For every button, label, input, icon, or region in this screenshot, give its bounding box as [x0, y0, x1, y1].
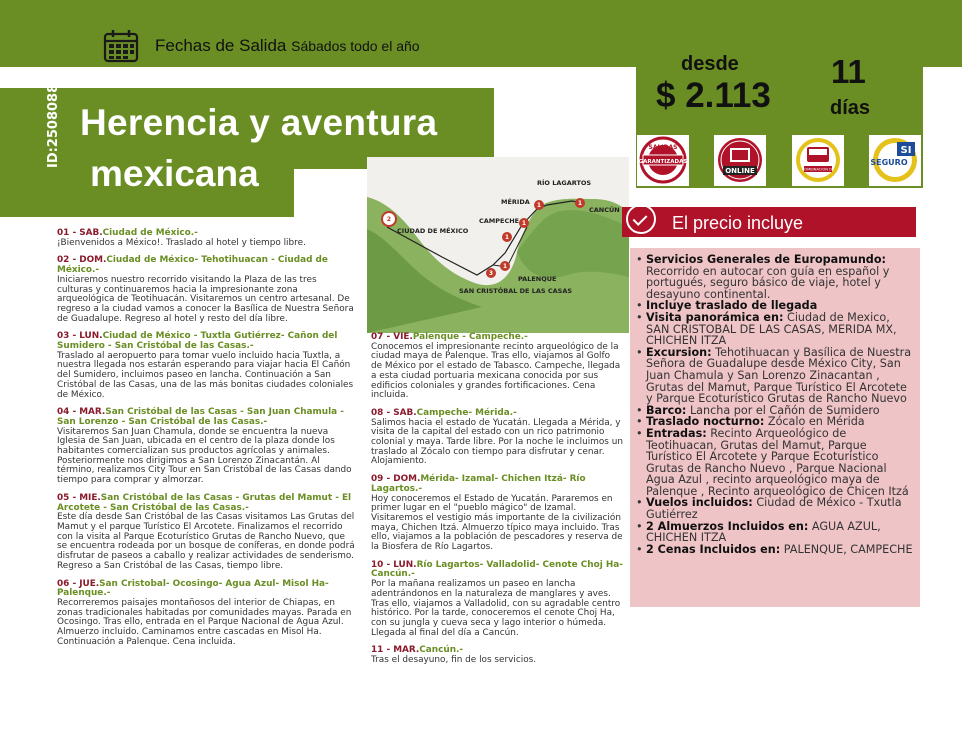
map-label-san-cristobal: SAN CRISTÓBAL DE LAS CASAS — [459, 287, 573, 295]
itinerary-day-heading — [57, 332, 355, 351]
itinerary-day-number: 10 - LUN. — [371, 559, 417, 570]
svg-text:1: 1 — [577, 200, 583, 207]
tour-title-line2: mexicana — [90, 153, 259, 194]
svg-text:1: 1 — [504, 234, 510, 241]
itinerary-day-number: 05 - MIE. — [57, 492, 101, 503]
precio-incluye-item-label: Traslado nocturno: — [646, 415, 765, 429]
precio-incluye-item — [634, 428, 914, 498]
precio-incluye-item-label: Incluye traslado de llegada — [646, 299, 818, 313]
itinerary-day-text: Este día desde San Cristóbal de las Casas visitamos Las Grutas del Mamut y el parque Turístico El Arcotete. Finalizamos el recorrido con la visita al Parque Ecoturístico Grutas de Rancho Nuevo, que se encuentra rodeada por un bosque de coníferas, en donde podrá disfrutar de paseos a caballo y realizar actividades de senderismo. Regreso a San Cristóbal de las Casas, tiempo libre. — [57, 512, 355, 571]
disponibilidad-online-badge — [714, 135, 766, 186]
itinerary-day-text: Tras el desayuno, fin de los servicios. — [371, 655, 537, 666]
itinerary-day — [57, 256, 355, 324]
itinerary-day-heading — [57, 408, 355, 427]
itinerary-day-text: Hoy conoceremos el Estado de Yucatán. Pararemos en primer lugar en el "pueblo mágico" de Izamal. Visitaremos el vestigio más importante de la civilización maya, Chichen Itzá. Almuerzo típico maya incluido. Tras ello, viajamos a la población de pescadores y reserva de la Biosfera de Río Lagartos. — [371, 493, 623, 553]
svg-text:SALIDAS: SALIDAS — [648, 144, 678, 151]
precio-incluye-item — [634, 254, 914, 300]
itinerary-day-number: 06 - JUE. — [57, 578, 100, 589]
price-amount: $ 2.113 — [656, 76, 771, 115]
precio-incluye-item-label: Visita panorámica en: — [646, 310, 784, 324]
itinerary-day — [371, 561, 623, 639]
itinerary-day — [57, 494, 355, 572]
itinerary-day-title: Ciudad de México - Tuxtla Gutiérrez- Cañon del Sumidero - San Cristóbal de las Casas.- — [57, 331, 338, 352]
itinerary-day-title: Palenque - Campeche.- — [412, 332, 528, 342]
fechas-value: Sábados todo el año — [291, 38, 420, 54]
precio-incluye-item — [634, 347, 914, 405]
route-map — [367, 157, 629, 333]
itinerary-day-title: Ciudad de México- Tehotihuacan - Ciudad de México.- — [57, 255, 328, 276]
svg-text:SI: SI — [900, 145, 912, 156]
itinerary-day-number: 01 - SAB. — [57, 228, 103, 238]
itinerary-day-text: ¡Bienvenidos a México!. Traslado al hotel y tiempo libre. — [57, 237, 306, 248]
itinerary-day — [57, 332, 355, 400]
precio-incluye-item-label: Vuelos incluidos: — [646, 496, 753, 510]
precio-incluye-item-label: 2 Almuerzos Incluidos en: — [646, 519, 809, 533]
calendar-icon — [103, 29, 139, 63]
itinerary-day-text: Visitaremos San Juan Chamula, donde se encuentra la nueva Iglesia de San Juan, ubicada en el centro de la plaza donde los habitantes comercializan sus productos agrícolas y animales. Posteriormente nos dirigimos a San Lorenzo Zinacantán. Al término, realizamos City Tour en San Cristóbal de las Casas dando tiempo para comprar y almorzar. — [57, 426, 352, 486]
precio-incluye-item-text: Tehotihuacan y Basílica de Nuestra Señora de Guadalupe desde México City, San Juan Chamula y San Lorenzo Zinacantan , Grutas del Mamut, Parque Turístico El Arcotete y Parque Ecoturístico Grutas de Rancho Nuevo — [646, 345, 912, 406]
salidas-garantizadas-badge — [637, 135, 689, 186]
itinerary-day-number: 07 - VIE. — [371, 332, 413, 342]
tour-id: ID:2508088 — [46, 83, 61, 168]
itinerary-day-title: San Cristobal- Ocosingo- Agua Azul- Misol Ha- Palenque.- — [57, 578, 329, 599]
map-label-rio-lagartos: RÍO LAGARTOS — [537, 179, 592, 187]
svg-text:1: 1 — [536, 202, 542, 209]
combinacion-buses-badge — [792, 135, 844, 186]
desde-label: desde — [681, 53, 739, 75]
header-bar — [0, 0, 962, 67]
precio-incluye-item — [634, 312, 914, 347]
itinerary-day — [371, 333, 623, 401]
precio-incluye-item-text: Ciudad de México - Txutla Gutiérrez — [646, 496, 902, 522]
itinerary-day — [57, 408, 355, 486]
precio-incluye-item-text: Zócalo en Mérida — [764, 415, 865, 429]
itinerary-day-title: Cancún.- — [419, 645, 464, 656]
svg-text:ONLINE: ONLINE — [725, 167, 755, 175]
svg-text:1: 1 — [521, 220, 527, 227]
precio-incluye-item-label: Servicios Generales de Europamundo: — [646, 253, 886, 266]
tour-title-line1: Herencia y aventura — [80, 102, 438, 143]
map-label-merida: MÉRIDA — [501, 198, 530, 206]
itinerary-day — [371, 646, 623, 665]
precio-incluye-item — [634, 544, 914, 556]
days-number: 11 — [831, 53, 866, 90]
itinerary-day-title: Ciudad de México.- — [102, 228, 198, 238]
fechas-salida — [155, 36, 420, 56]
itinerary-left-column — [57, 229, 355, 655]
itinerary-day-number: 11 - MAR. — [371, 645, 420, 656]
map-label-ciudad-de-mexico: CIUDAD DE MÉXICO — [397, 227, 469, 235]
fechas-label: Fechas de Salida — [155, 36, 287, 55]
seguro-badge — [869, 135, 921, 186]
precio-incluye-item-text: Recorrido en autocar con guía en español y portugués, seguro básico de viaje, hotel y desayuno continental. — [646, 264, 890, 301]
itinerary-day — [371, 409, 623, 467]
itinerary-day-text: Iniciaremos nuestro recorrido visitando la Plaza de las tres culturas y continuaremos hacia la impresionante zona arqueológica de Teotihuacán. Visitaremos un centro artesanal. De regreso a la ciudad vamos a conocer la Basílica de Nuestra Señora de Guadalupe. Regreso al hotel y resto del día libre. — [57, 274, 354, 324]
itinerary-day-number: 04 - MAR. — [57, 407, 106, 418]
itinerary-day-heading — [57, 580, 355, 599]
itinerary-day-text: Recorreremos paisajes montañosos del interior de Chiapas, en zonas tradicionales habitadas por comunidades mayas. Parada en Ocosingo. Tras ello, entrada en el Parque Nacional de Agua Azul. Almuerzo incluido. Caminamos entre cascadas en Misol Ha. Continuación a Palenque. Cena incluida. — [57, 597, 352, 647]
itinerary-day-title: San Cristóbal de las Casas - Grutas del Mamut - El Arcotete - San Cristóbal de las Casas.- — [57, 492, 352, 513]
svg-text:1: 1 — [502, 263, 508, 270]
itinerary-day-title: San Cristóbal de las Casas - San Juan Chamula - San Lorenzo - San Cristóbal de las Casas.- — [57, 407, 344, 427]
precio-incluye-item-text: AGUA AZUL, CHICHEN ITZA — [646, 519, 881, 545]
precio-incluye-list — [630, 248, 920, 607]
itinerary-day-title: Río Lagartos- Valladolid- Cenote Choj Ha- Cancún.- — [371, 559, 623, 580]
itinerary-day-text: Traslado al aeropuerto para tomar vuelo incluido hacia Tuxtla, a nuestra llegada nos estarán esperando para viajar hacia El Cañón del Sumidero, incluimos paseo en lancha. Continuación a San Cristóbal de las Casas, una de las más bonitas ciudades coloniales de México. — [57, 350, 354, 400]
itinerary-day-text: Por la mañana realizamos un paseo en lancha adentrándonos en la naturaleza de manglares y aves. Tras ello, viajamos a Valladolid, con su agradable centro histórico. Por la tarde, conoceremos el cenote Choj Ha, con su jungla y cueva seca y lago interior o húmeda. Llegada al final del día a Cancún. — [371, 579, 621, 638]
itinerary-day — [57, 229, 355, 248]
map-label-palenque: PALENQUE — [518, 275, 557, 283]
itinerary-day-heading — [371, 475, 623, 494]
precio-incluye-item — [634, 521, 914, 544]
itinerary-day-number: 02 - DOM. — [57, 255, 107, 266]
itinerary-day-number: 09 - DOM. — [371, 474, 421, 485]
itinerary-day — [57, 580, 355, 648]
map-label-cancun: CANCÚN — [589, 206, 620, 214]
precio-incluye-header — [622, 207, 916, 237]
svg-text:3: 3 — [488, 270, 494, 277]
precio-incluye-item-label: Barco: — [646, 403, 687, 417]
svg-text:COMBINACIÓN DE: COMBINACIÓN DE — [801, 167, 835, 172]
precio-incluye-item-text: Ciudad de Mexico, SAN CRISTOBAL DE LAS CASAS, MERIDA MX, CHICHEN ITZA — [646, 310, 897, 348]
itinerary-right-column — [371, 333, 623, 674]
precio-incluye-item-text: Lancha por el Cañón de Sumidero — [686, 403, 880, 417]
itinerary-day-text: Conocemos el impresionante recinto arqueológico de la ciudad maya de Palenque. Tras ello, viajamos al Golfo de México por el estado de Tabasco. Campeche, llegada a esta ciudad portuaria mexicana conocida por sus edificios coloniales y grandes fortificaciones. Cena incluida. — [371, 341, 621, 401]
itinerary-day-title: Mérida- Izamal- Chichen Itzá- Río Lagartos.- — [371, 474, 586, 494]
check-circle-icon — [626, 204, 656, 234]
itinerary-day-number: 08 - SAB. — [371, 407, 417, 418]
precio-incluye-item-label: 2 Cenas Incluidos en: — [646, 542, 781, 556]
days-label: días — [830, 97, 871, 119]
precio-incluye-item-label: Excursion: — [646, 345, 712, 359]
itinerary-day-heading — [57, 256, 355, 275]
precio-incluye-title: El precio incluye — [672, 213, 804, 233]
itinerary-day-heading — [371, 561, 623, 580]
precio-incluye-item — [634, 497, 914, 520]
svg-text:SEGURO: SEGURO — [870, 158, 908, 167]
precio-incluye-item-label: Entradas: — [646, 426, 707, 440]
precio-incluye-item-text: Recinto Arqueológico de Teotihuacan, Grutas del Mamut, Parque Turístico El Arcotete y Parque Ecoturistico Grutas de Rancho Nuevo , Parque Nacional Agua Azul , recinto arqueológico maya de Palenque , Recinto arqueológico de Chicen Itzá — [646, 426, 909, 498]
map-label-campeche: CAMPECHE — [479, 217, 520, 225]
itinerary-day — [371, 475, 623, 553]
itinerary-day-heading — [57, 494, 355, 513]
itinerary-day-number: 03 - LUN. — [57, 331, 103, 342]
itinerary-day-title: Campeche- Mérida.- — [416, 407, 517, 418]
itinerary-day-text: Salimos hacia el estado de Yucatán. Llegada a Mérida, y visita de la capital del estado con un rico patrimonio colonial y maya. Tarde libre. Por la noche le incluimos un traslado al Zócalo con tiempo para disfrutar y cenar. Alojamiento. — [371, 417, 623, 467]
svg-text:2: 2 — [386, 216, 392, 223]
svg-text:GARANTIZADAS: GARANTIZADAS — [638, 159, 688, 165]
precio-incluye-item-text: PALENQUE, CAMPECHE — [780, 542, 913, 556]
